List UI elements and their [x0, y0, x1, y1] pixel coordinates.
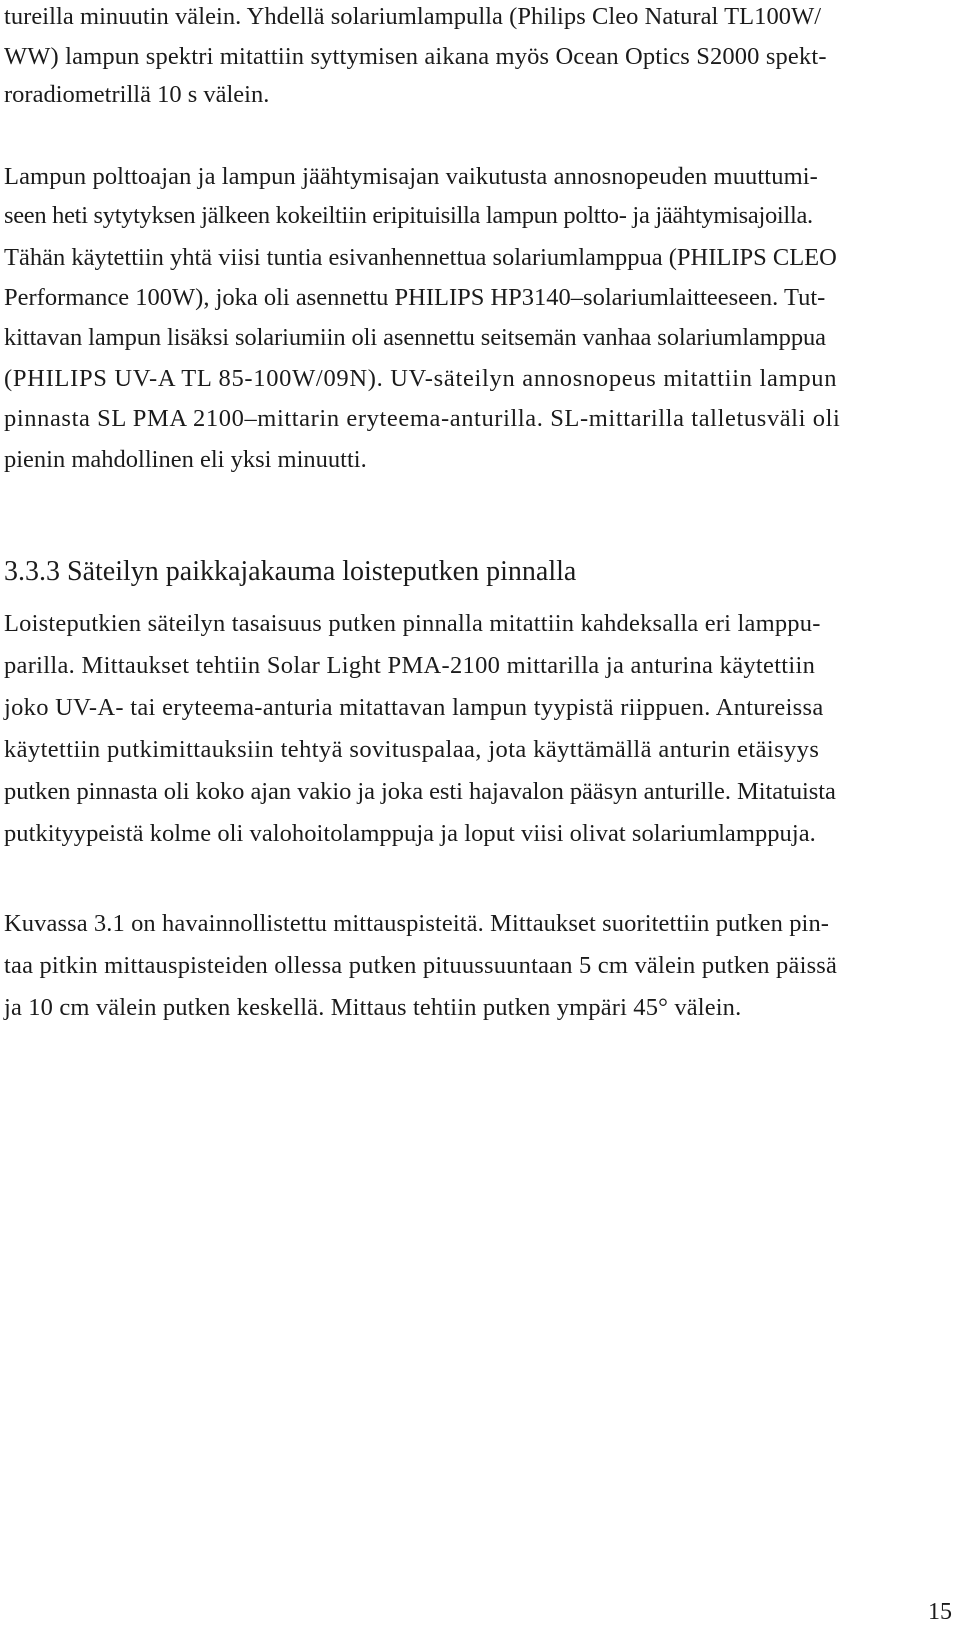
text-line: putken pinnasta oli koko ajan vakio ja joka esti hajavalon pääsyn anturille. Mitatuista [4, 778, 836, 805]
text-line: käytettiin putkimittauksiin tehtyä sovituspalaa, jota käyttämällä anturin etäisyys [4, 736, 820, 763]
text-line: joko UV-A- tai eryteema-anturia mitattavan lampun tyypistä riippuen. Antureissa [4, 694, 824, 721]
text-line: pinnasta SL PMA 2100–mittarin eryteema-anturilla. SL-mittarilla talletusväli oli [4, 405, 841, 432]
text-line: Lampun polttoajan ja lampun jäähtymisajan vaikutusta annosnopeuden muuttumi- [4, 163, 818, 190]
text-line: taa pitkin mittauspisteiden ollessa putken pituussuuntaan 5 cm välein putken päissä [4, 952, 838, 979]
text-line: (PHILIPS UV-A TL 85-100W/09N). UV-säteilyn annosnopeus mitattiin lampun [4, 365, 838, 392]
text-line: Loisteputkien säteilyn tasaisuus putken pinnalla mitattiin kahdeksalla eri lamppu- [4, 610, 821, 637]
text-line: Tähän käytettiin yhtä viisi tuntia esivanhennettua solariumlamppua (PHILIPS CLEO [4, 244, 837, 271]
text-line: WW) lampun spektri mitattiin syttymisen aikana myös Ocean Optics S2000 spekt- [4, 43, 827, 70]
text-line: putkityypeistä kolme oli valohoitolamppuja ja loput viisi olivat solariumlamppuja. [4, 820, 816, 847]
text-line: roradiometrillä 10 s välein. [4, 81, 270, 108]
text-line: ja 10 cm välein putken keskellä. Mittaus tehtiin putken ympäri 45° välein. [4, 994, 742, 1021]
page-number: 15 [928, 1599, 952, 1625]
text-line: Performance 100W), joka oli asennettu PHILIPS HP3140–solariumlaitteeseen. Tut- [4, 284, 826, 311]
text-line: seen heti sytytyksen jälkeen kokeiltiin eripituisilla lampun poltto- ja jäähtymisajoilla. [4, 202, 813, 229]
section-heading: 3.3.3 Säteilyn paikkajakauma loisteputken pinnalla [4, 556, 577, 587]
text-line: kittavan lampun lisäksi solariumiin oli asennettu seitsemän vanhaa solariumlamppua [4, 324, 826, 351]
text-line: tureilla minuutin välein. Yhdellä solariumlampulla (Philips Cleo Natural TL100W/ [4, 3, 822, 30]
text-line: parilla. Mittaukset tehtiin Solar Light PMA-2100 mittarilla ja anturina käytettiin [4, 652, 816, 679]
text-line: Kuvassa 3.1 on havainnollistettu mittauspisteitä. Mittaukset suoritettiin putken pin- [4, 910, 830, 937]
text-line: pienin mahdollinen eli yksi minuutti. [4, 446, 367, 473]
